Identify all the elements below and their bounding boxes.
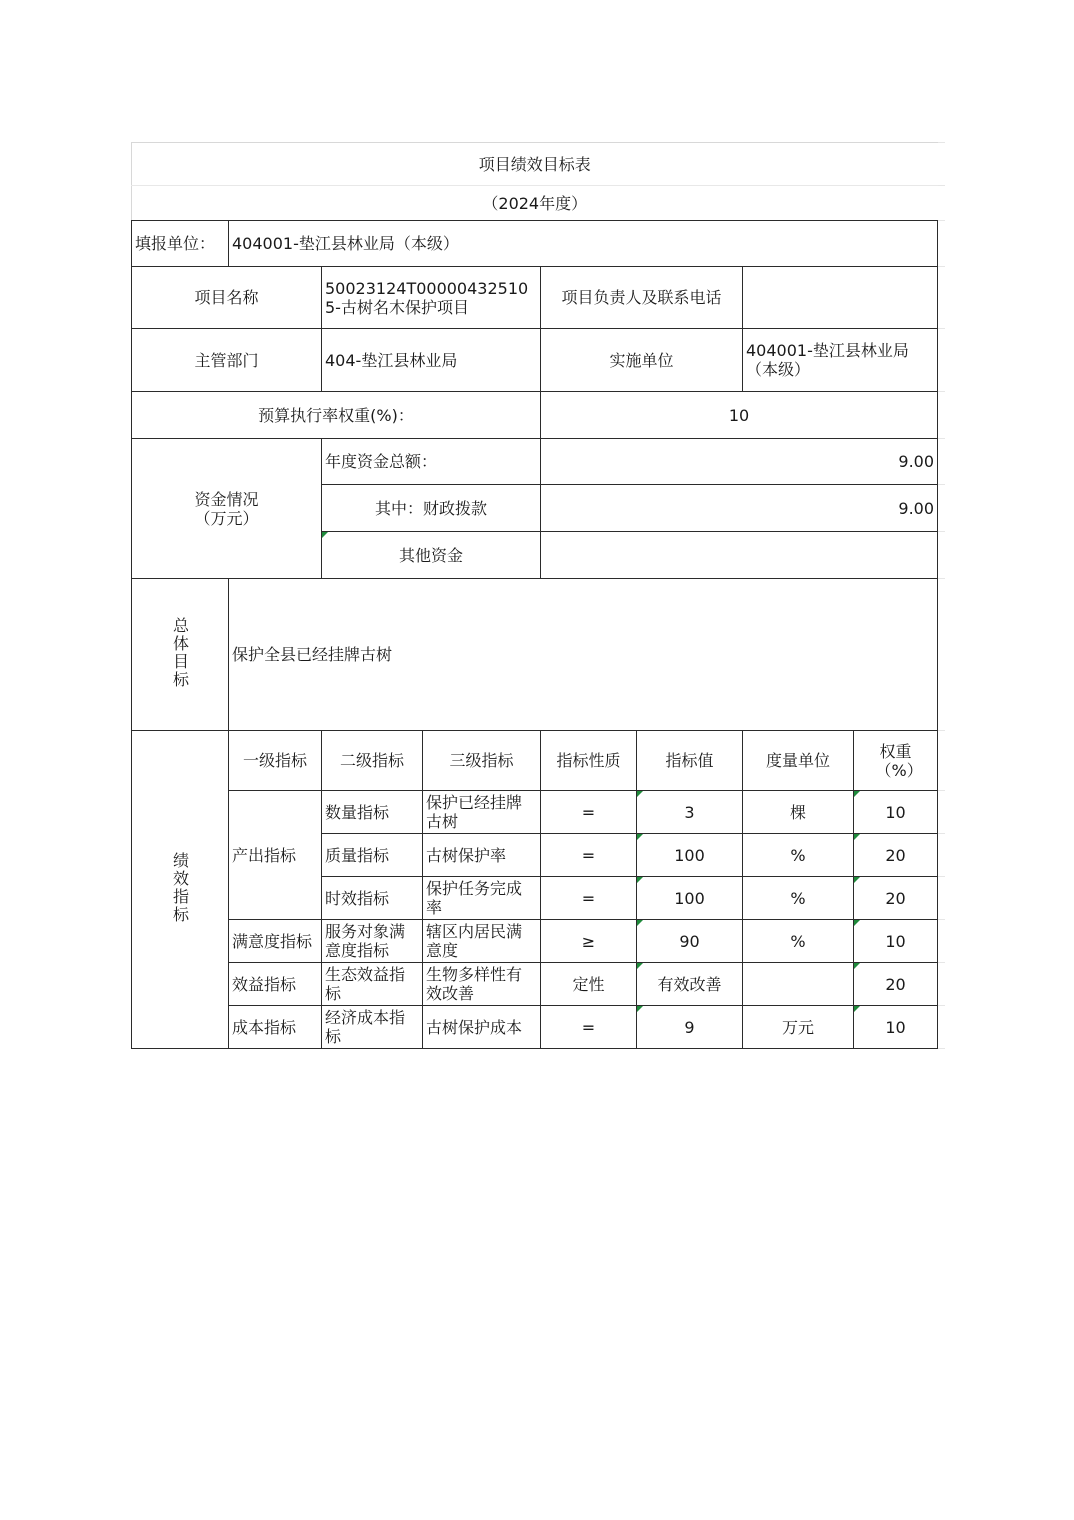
funds-fiscal-value: 9.00 (541, 485, 938, 532)
header-nature: 指标性质 (541, 731, 637, 791)
header-level1: 一级指标 (229, 731, 322, 791)
funds-total-label: 年度资金总额： (322, 439, 541, 485)
goal-value: 保护全县已经挂牌古树 (229, 579, 938, 731)
project-name-label: 项目名称 (132, 267, 322, 329)
table-title: 项目绩效目标表 (132, 143, 938, 186)
goal-label-text: 总体目标 (170, 616, 190, 689)
row-level3: 保护任务完成率 (423, 877, 541, 920)
row-value: 3 (637, 791, 743, 834)
row-weight: 20 (854, 877, 938, 920)
leader-label: 项目负责人及联系电话 (541, 267, 743, 329)
row-unit (743, 963, 854, 1006)
row-level2: 生态效益指标 (322, 963, 423, 1006)
row-level2: 时效指标 (322, 877, 423, 920)
perf-label (132, 731, 229, 1049)
row-value: 有效改善 (637, 963, 743, 1006)
row-level3: 生物多样性有效改善 (423, 963, 541, 1006)
row-level3: 古树保护率 (423, 834, 541, 877)
row-unit: % (743, 834, 854, 877)
funds-other-value (541, 532, 938, 579)
dept-label: 主管部门 (132, 329, 322, 392)
header-level2: 二级指标 (322, 731, 423, 791)
row-level1: 满意度指标 (229, 920, 322, 963)
project-name-value: 50023124T000004325105-古树名木保护项目 (322, 267, 541, 329)
row-nature: ≥ (541, 920, 637, 963)
goal-label (132, 579, 229, 731)
leader-value (743, 267, 938, 329)
row-unit: 万元 (743, 1006, 854, 1049)
row-unit: 棵 (743, 791, 854, 834)
row-level1: 效益指标 (229, 963, 322, 1006)
row-value: 90 (637, 920, 743, 963)
row-level1: 成本指标 (229, 1006, 322, 1049)
header-level3: 三级指标 (423, 731, 541, 791)
row-level3: 古树保护成本 (423, 1006, 541, 1049)
row-nature: 定性 (541, 963, 637, 1006)
row-level2: 质量指标 (322, 834, 423, 877)
row-nature: = (541, 877, 637, 920)
header-value: 指标值 (637, 731, 743, 791)
impl-label: 实施单位 (541, 329, 743, 392)
row-unit: % (743, 877, 854, 920)
perf-label-text: 绩效指标 (170, 851, 190, 924)
table-row (132, 1006, 945, 1049)
funds-fiscal-label: 其中：财政拨款 (322, 485, 541, 532)
filler-value: 404001-垫江县林业局（本级） (229, 221, 938, 267)
row-weight: 10 (854, 791, 938, 834)
row-level3: 辖区内居民满意度 (423, 920, 541, 963)
performance-target-table (131, 142, 945, 1049)
row-weight: 20 (854, 963, 938, 1006)
filler-label: 填报单位： (132, 221, 229, 267)
row-weight: 10 (854, 920, 938, 963)
row-nature: = (541, 834, 637, 877)
header-weight-text: 权重（%） (875, 741, 923, 780)
header-unit: 度量单位 (743, 731, 854, 791)
row-value: 100 (637, 834, 743, 877)
performance-target-sheet (131, 142, 944, 1049)
header-weight (854, 731, 938, 791)
funds-other-label: 其他资金 (322, 532, 541, 579)
row-nature: = (541, 791, 637, 834)
table-row (132, 963, 945, 1006)
row-value: 100 (637, 877, 743, 920)
budget-weight-value: 10 (541, 392, 938, 439)
row-weight: 10 (854, 1006, 938, 1049)
funds-label (132, 439, 322, 579)
table-year: （2024年度） (132, 186, 938, 221)
budget-weight-label: 预算执行率权重(%)： (132, 392, 541, 439)
row-nature: = (541, 1006, 637, 1049)
row-value: 9 (637, 1006, 743, 1049)
row-unit: % (743, 920, 854, 963)
funds-total-value: 9.00 (541, 439, 938, 485)
row-weight: 20 (854, 834, 938, 877)
dept-value: 404-垫江县林业局 (322, 329, 541, 392)
impl-value: 404001-垫江县林业局（本级） (743, 329, 938, 392)
table-row (132, 920, 945, 963)
funds-label-text: 资金情况（万元） (194, 489, 259, 528)
row-level3: 保护已经挂牌古树 (423, 791, 541, 834)
row-level2: 服务对象满意度指标 (322, 920, 423, 963)
row-level2: 经济成本指标 (322, 1006, 423, 1049)
row-level2: 数量指标 (322, 791, 423, 834)
table-row (132, 791, 945, 834)
row-level1: 产出指标 (229, 791, 322, 920)
